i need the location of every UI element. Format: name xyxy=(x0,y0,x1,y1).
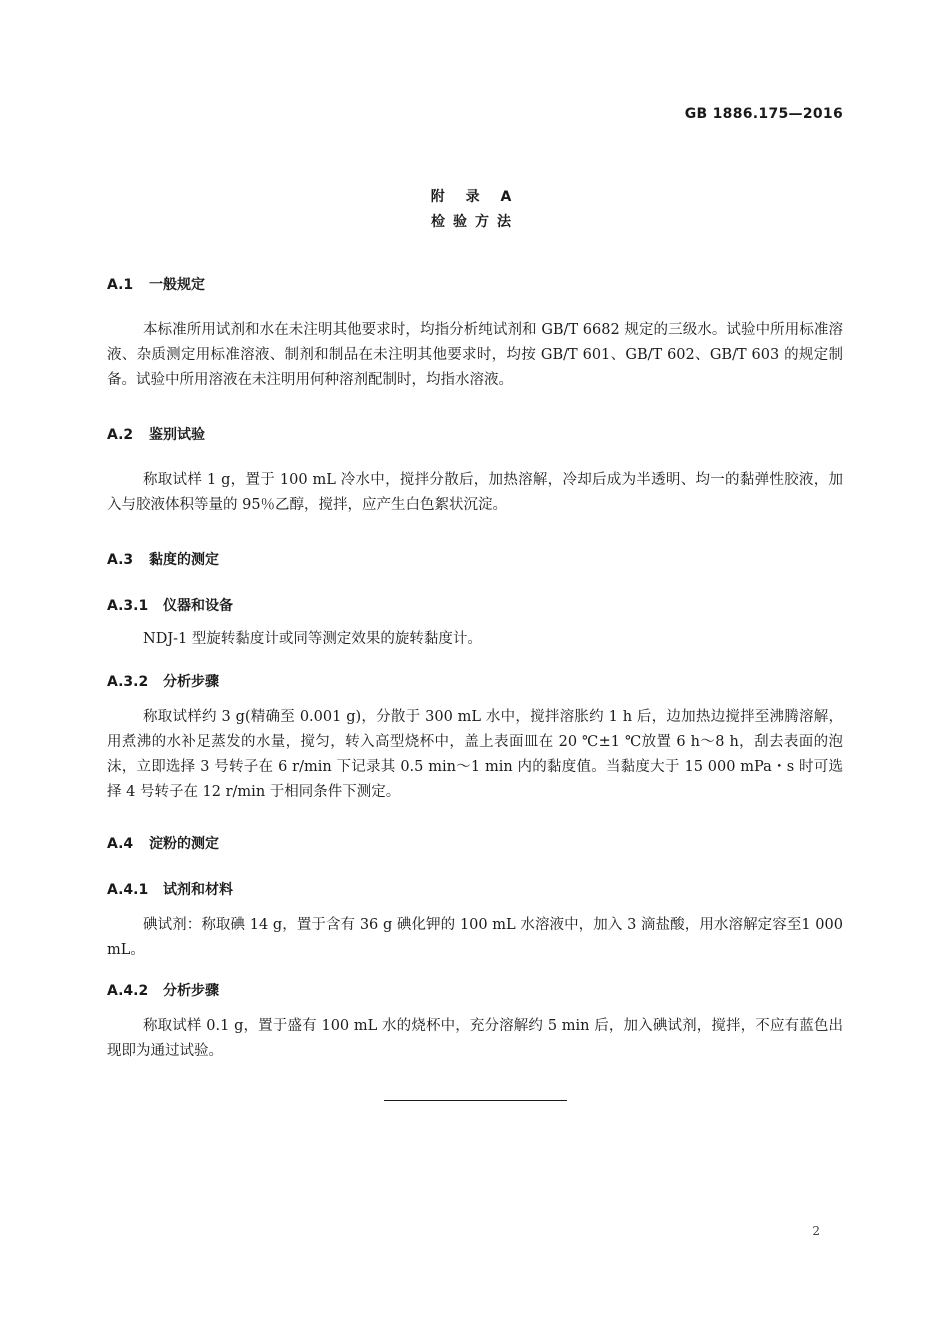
section-number: A.3.1 xyxy=(107,598,149,614)
end-divider xyxy=(384,1100,567,1101)
paragraph-a1: 本标准所用试剂和水在未注明其他要求时，均指分析纯试剂和 GB/T 6682 规定的三级水。试验中所用标准溶液、杂质测定用标准溶液、制剂和制品在未注明其他要求时，均按 GB/T 601、GB/T 602、GB/T 603 的规定制备。试验中所用溶液在未注明用何种溶剂配制时，均指水溶液。 xyxy=(107,322,843,388)
section-number: A.4.2 xyxy=(107,983,149,999)
section-title: 淀粉的测定 xyxy=(149,836,219,852)
section-title: 一般规定 xyxy=(149,277,205,293)
section-heading-a1 xyxy=(107,274,205,294)
section-number: A.2 xyxy=(107,427,134,443)
section-heading-a4-1 xyxy=(107,879,233,899)
paragraph-a4-2: 称取试样 0.1 g，置于盛有 100 mL 水的烧杯中，充分溶解约 5 min 后，加入碘试剂，搅拌，不应有蓝色出现即为通过试验。 xyxy=(107,1018,843,1059)
section-title: 分析步骤 xyxy=(163,674,219,690)
section-title: 鉴别试验 xyxy=(149,427,205,443)
section-number: A.3.2 xyxy=(107,674,149,690)
appendix-title: 附 录 A xyxy=(430,189,520,205)
section-heading-a3 xyxy=(107,549,219,569)
section-number: A.4 xyxy=(107,836,134,852)
section-heading-a2 xyxy=(107,424,205,444)
section-number: A.3 xyxy=(107,552,134,568)
section-heading-a3-2 xyxy=(107,671,219,691)
paragraph-a3-1: NDJ-1 型旋转黏度计或同等测定效果的旋转黏度计。 xyxy=(143,631,482,647)
paragraph-a4-1: 碘试剂：称取碘 14 g，置于含有 36 g 碘化钾的 100 mL 水溶液中，加入 3 滴盐酸，用水溶解定容至1 000 mL。 xyxy=(107,917,843,958)
section-number: A.4.1 xyxy=(107,882,149,898)
paragraph-a2: 称取试样 1 g，置于 100 mL 冷水中，搅拌分散后，加热溶解，冷却后成为半透明、均一的黏弹性胶液，加入与胶液体积等量的 95％乙醇，搅拌，应产生白色絮状沉淀。 xyxy=(107,472,843,513)
appendix-subtitle: 检验方法 xyxy=(431,214,519,230)
section-title: 黏度的测定 xyxy=(149,552,219,568)
section-heading-a3-1 xyxy=(107,595,233,615)
section-title: 试剂和材料 xyxy=(163,882,233,898)
section-title: 分析步骤 xyxy=(163,983,219,999)
section-heading-a4 xyxy=(107,833,219,853)
page-number: 2 xyxy=(812,1224,820,1238)
section-heading-a4-2 xyxy=(107,980,219,1000)
paragraph-a3-2: 称取试样约 3 g(精确至 0.001 g)，分散于 300 mL 水中，搅拌溶胀约 1 h 后，边加热边搅拌至沸腾溶解，用煮沸的水补足蒸发的水量，搅匀，转入高型烧杯中，盖上表面皿在 20 ℃±1 ℃放置 6 h～8 h，刮去表面的泡沫，立即选择 3 号转子在 6 r/min 下记录其 0.5 min～1 min 内的黏度值。当黏度大于 15 000 mPa・s 时可选择 4 号转子在 12 r/min 于相同条件下测定。 xyxy=(107,709,843,800)
standard-number: GB 1886.175—2016 xyxy=(684,106,843,122)
section-number: A.1 xyxy=(107,277,134,293)
section-title: 仪器和设备 xyxy=(163,598,233,614)
